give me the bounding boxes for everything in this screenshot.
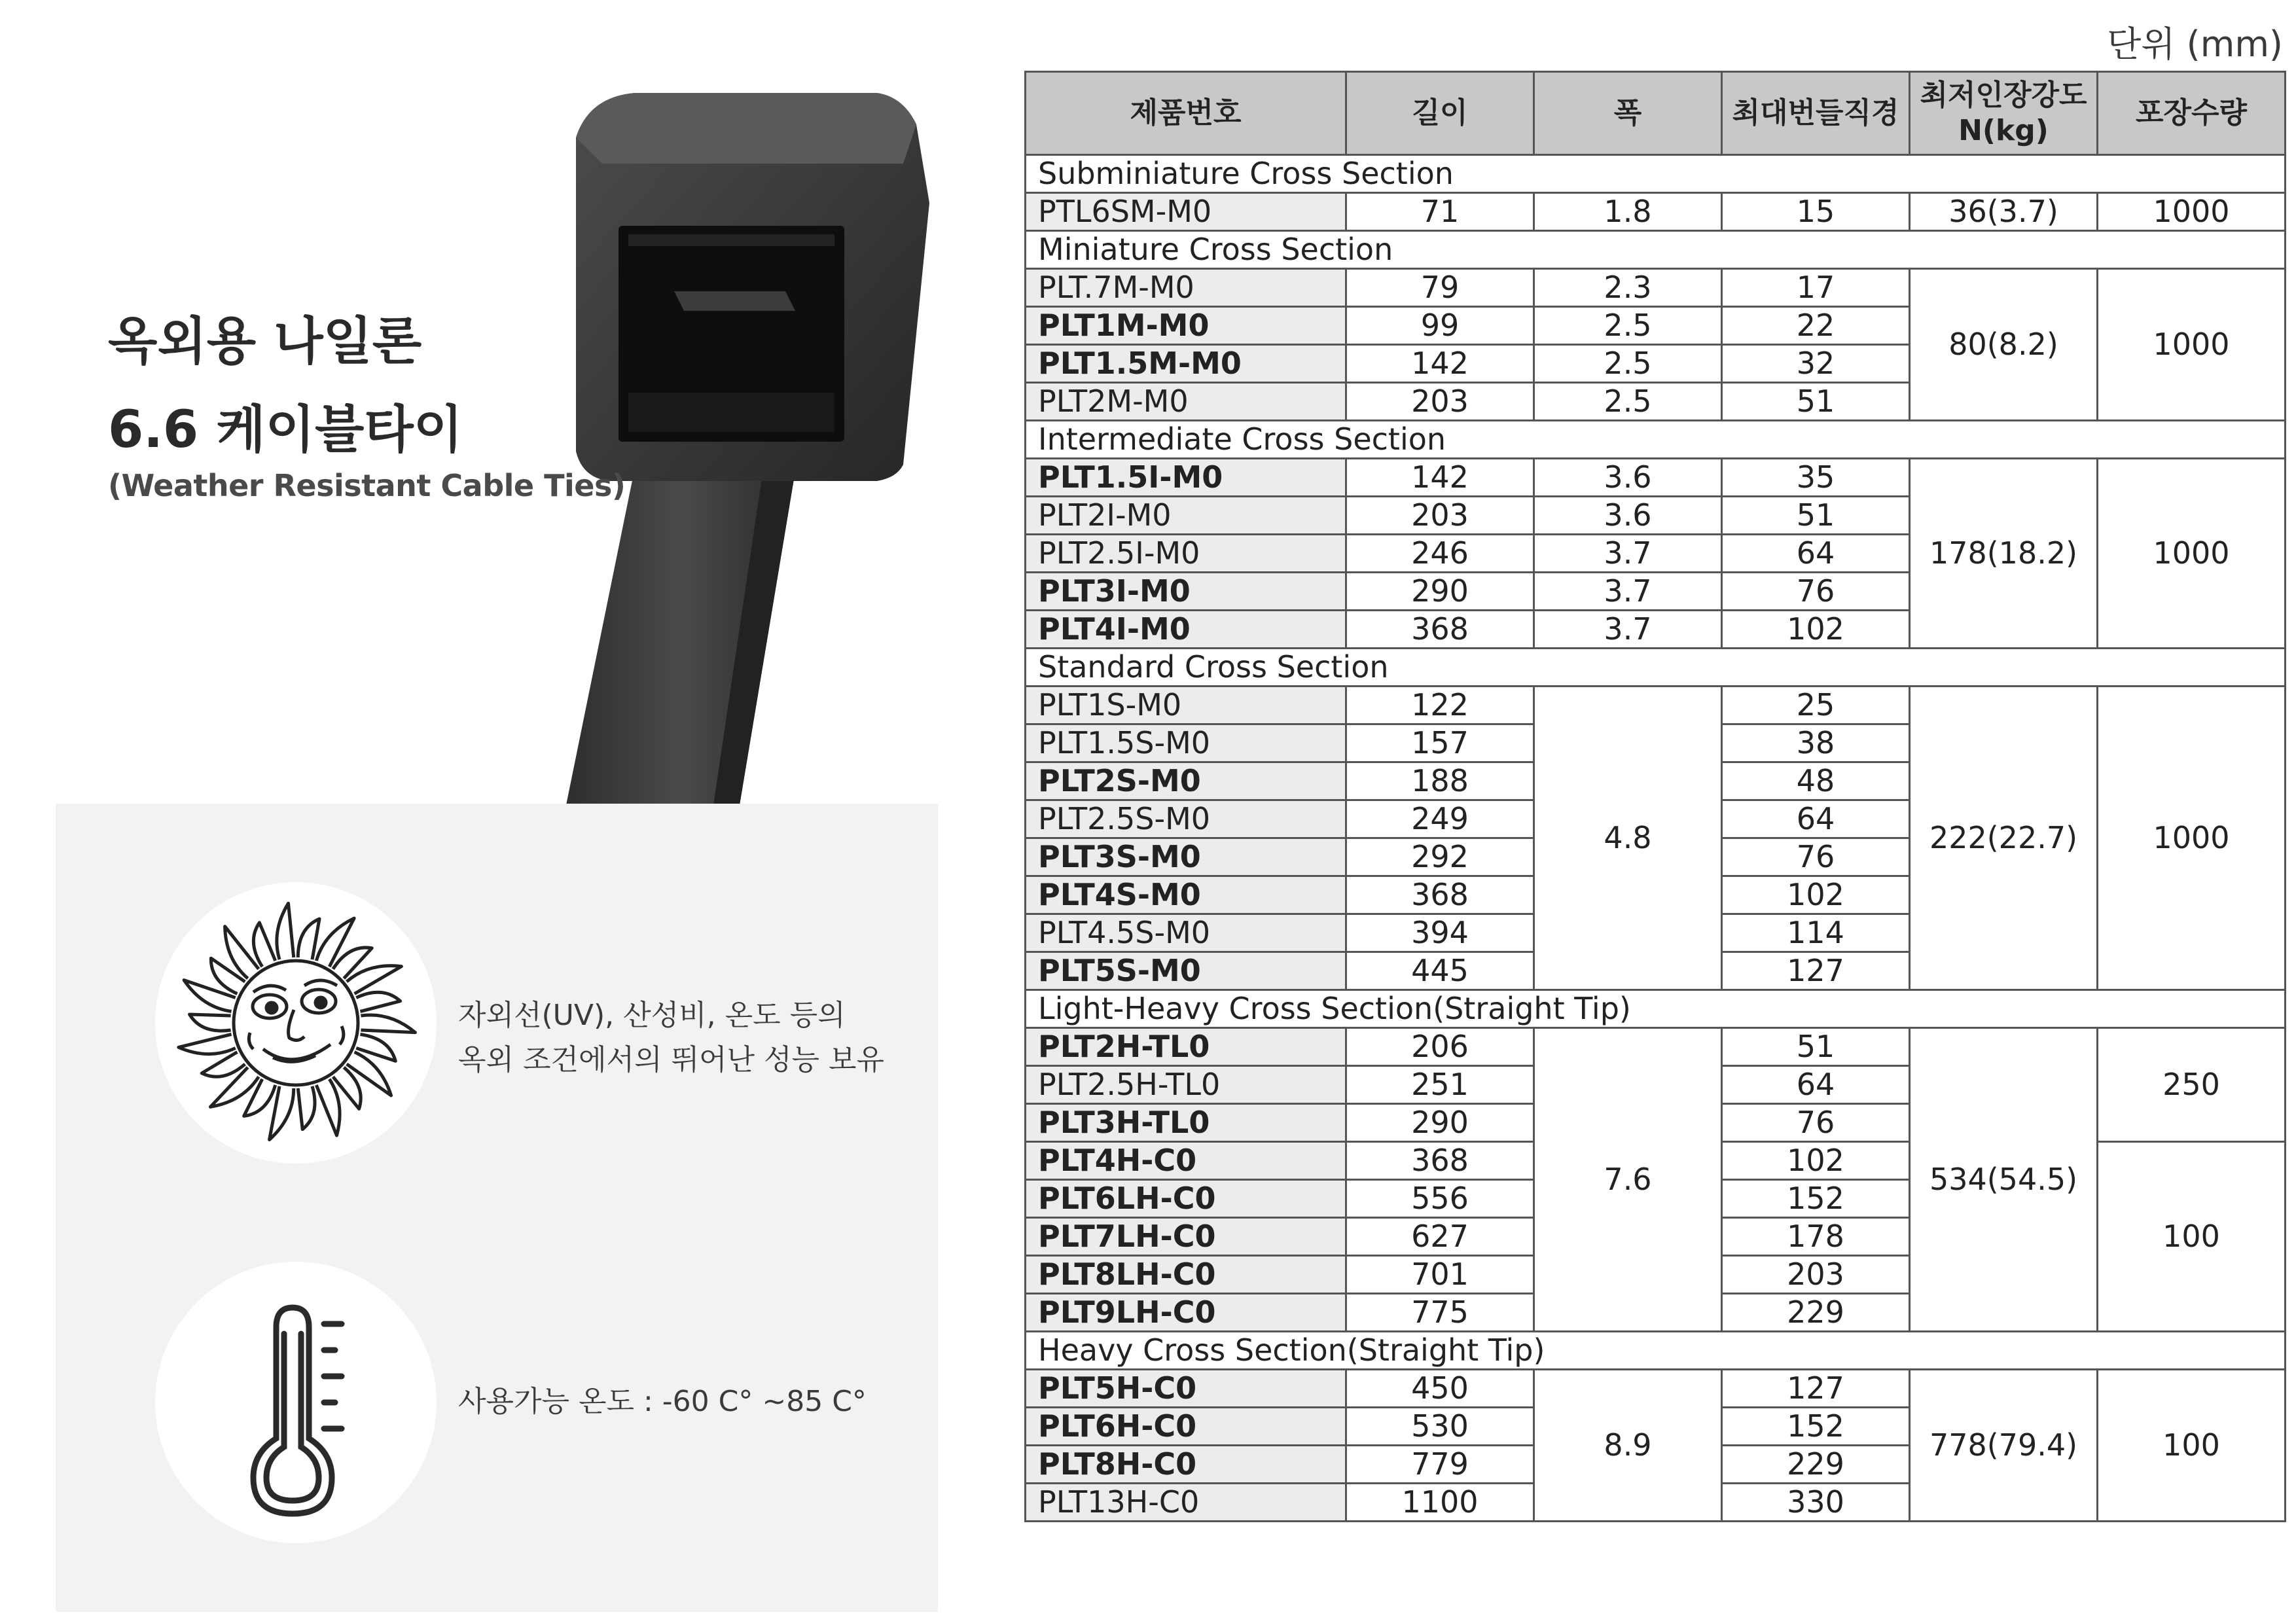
length-cell: 368 bbox=[1346, 611, 1534, 649]
header-length: 길이 bbox=[1346, 72, 1534, 155]
part-number-cell: PLT3H-TL0 bbox=[1026, 1104, 1346, 1142]
part-number-cell: PLT9LH-C0 bbox=[1026, 1294, 1346, 1332]
max-bundle-cell: 229 bbox=[1722, 1294, 1910, 1332]
max-bundle-cell: 22 bbox=[1722, 307, 1910, 345]
tensile-strength-cell: 222(22.7) bbox=[1910, 687, 2098, 990]
max-bundle-cell: 76 bbox=[1722, 838, 1910, 876]
tensile-strength-cell: 778(79.4) bbox=[1910, 1370, 2098, 1522]
width-cell: 4.8 bbox=[1534, 687, 1722, 990]
width-cell: 3.7 bbox=[1534, 573, 1722, 611]
max-bundle-cell: 203 bbox=[1722, 1256, 1910, 1294]
length-cell: 142 bbox=[1346, 345, 1534, 383]
sun-ray bbox=[277, 903, 294, 959]
max-bundle-cell: 127 bbox=[1722, 1370, 1910, 1408]
package-qty-cell: 1000 bbox=[2098, 687, 2286, 990]
temperature-feature-text bbox=[458, 1380, 867, 1424]
length-cell: 556 bbox=[1346, 1180, 1534, 1218]
product-title bbox=[108, 298, 463, 474]
sun-ray bbox=[184, 980, 236, 1012]
sun-ray bbox=[333, 948, 372, 978]
max-bundle-cell: 152 bbox=[1722, 1408, 1910, 1446]
part-number-cell: PLT2I-M0 bbox=[1026, 497, 1346, 535]
header-tensile-strength bbox=[1910, 72, 2098, 155]
sun-ray bbox=[316, 1079, 340, 1135]
length-cell: 79 bbox=[1346, 269, 1534, 307]
temperature-feature-line-1: 사용가능 온도 : -60 C° ~85 C° bbox=[458, 1385, 867, 1418]
part-number-cell: PLT1.5S-M0 bbox=[1026, 724, 1346, 762]
spec-table-body bbox=[1026, 155, 2286, 1522]
part-number-cell: PLT7LH-C0 bbox=[1026, 1218, 1346, 1256]
length-cell: 445 bbox=[1346, 952, 1534, 990]
max-bundle-cell: 102 bbox=[1722, 611, 1910, 649]
width-cell: 1.8 bbox=[1534, 193, 1722, 231]
table-row bbox=[1026, 1370, 2286, 1408]
part-number-cell: PLT13H-C0 bbox=[1026, 1484, 1346, 1522]
sun-ray bbox=[298, 919, 319, 959]
sun-ray bbox=[253, 923, 275, 967]
part-number-cell: PLT2.5I-M0 bbox=[1026, 535, 1346, 573]
length-cell: 99 bbox=[1346, 307, 1534, 345]
tensile-strength-cell: 534(54.5) bbox=[1910, 1028, 2098, 1332]
section-header-row bbox=[1026, 1332, 2286, 1370]
length-cell: 627 bbox=[1346, 1218, 1534, 1256]
length-cell: 1100 bbox=[1346, 1484, 1534, 1522]
part-number-cell: PLT4H-C0 bbox=[1026, 1142, 1346, 1180]
length-cell: 450 bbox=[1346, 1370, 1534, 1408]
sun-icon bbox=[155, 882, 437, 1164]
width-cell: 2.5 bbox=[1534, 383, 1722, 421]
max-bundle-cell: 51 bbox=[1722, 1028, 1910, 1066]
length-cell: 203 bbox=[1346, 383, 1534, 421]
part-number-cell: PTL6SM-M0 bbox=[1026, 193, 1346, 231]
section-title: Intermediate Cross Section bbox=[1026, 421, 2286, 459]
section-title: Subminiature Cross Section bbox=[1026, 155, 2286, 193]
table-row bbox=[1026, 269, 2286, 307]
length-cell: 122 bbox=[1346, 687, 1534, 724]
max-bundle-cell: 229 bbox=[1722, 1446, 1910, 1484]
section-title: Standard Cross Section bbox=[1026, 649, 2286, 687]
part-number-cell: PLT6LH-C0 bbox=[1026, 1180, 1346, 1218]
max-bundle-cell: 35 bbox=[1722, 459, 1910, 497]
length-cell: 251 bbox=[1346, 1066, 1534, 1104]
max-bundle-cell: 76 bbox=[1722, 573, 1910, 611]
max-bundle-cell: 17 bbox=[1722, 269, 1910, 307]
length-cell: 71 bbox=[1346, 193, 1534, 231]
tensile-strength-cell: 178(18.2) bbox=[1910, 459, 2098, 649]
length-cell: 290 bbox=[1346, 573, 1534, 611]
feature-panel bbox=[56, 804, 938, 1612]
part-number-cell: PLT8H-C0 bbox=[1026, 1446, 1346, 1484]
width-cell: 3.6 bbox=[1534, 459, 1722, 497]
package-qty-cell: 1000 bbox=[2098, 459, 2286, 649]
section-title: Heavy Cross Section(Straight Tip) bbox=[1026, 1332, 2286, 1370]
section-title: Light-Heavy Cross Section(Straight Tip) bbox=[1026, 990, 2286, 1028]
sun-ray bbox=[347, 966, 402, 994]
max-bundle-cell: 15 bbox=[1722, 193, 1910, 231]
sun-feature-circle bbox=[155, 882, 437, 1164]
max-bundle-cell: 48 bbox=[1722, 762, 1910, 800]
tensile-strength-cell: 80(8.2) bbox=[1910, 269, 2098, 421]
max-bundle-cell: 152 bbox=[1722, 1180, 1910, 1218]
max-bundle-cell: 64 bbox=[1722, 800, 1910, 838]
length-cell: 530 bbox=[1346, 1408, 1534, 1446]
length-cell: 142 bbox=[1346, 459, 1534, 497]
header-tensile-strength-line: 최저인장강도 bbox=[1920, 79, 2087, 112]
part-number-cell: PLT4S-M0 bbox=[1026, 876, 1346, 914]
header-width: 폭 bbox=[1534, 72, 1722, 155]
length-cell: 775 bbox=[1346, 1294, 1534, 1332]
part-number-cell: PLT3I-M0 bbox=[1026, 573, 1346, 611]
max-bundle-cell: 330 bbox=[1722, 1484, 1910, 1522]
package-qty-cell: 1000 bbox=[2098, 269, 2286, 421]
max-bundle-cell: 64 bbox=[1722, 1066, 1910, 1104]
width-cell: 2.3 bbox=[1534, 269, 1722, 307]
length-cell: 368 bbox=[1346, 1142, 1534, 1180]
max-bundle-cell: 76 bbox=[1722, 1104, 1910, 1142]
part-number-cell: PLT5S-M0 bbox=[1026, 952, 1346, 990]
width-cell: 2.5 bbox=[1534, 345, 1722, 383]
section-header-row bbox=[1026, 421, 2286, 459]
part-number-cell: PLT1S-M0 bbox=[1026, 687, 1346, 724]
part-number-cell: PLT1.5M-M0 bbox=[1026, 345, 1346, 383]
header-tensile-strength-line: N(kg) bbox=[1958, 114, 2049, 147]
sun-ray bbox=[179, 1034, 236, 1054]
header-part-number: 제품번호 bbox=[1026, 72, 1346, 155]
product-subtitle: (Weather Resistant Cable Ties) bbox=[108, 468, 626, 503]
package-qty-cell: 100 bbox=[2098, 1370, 2286, 1522]
max-bundle-cell: 102 bbox=[1722, 1142, 1910, 1180]
part-number-cell: PLT1M-M0 bbox=[1026, 307, 1346, 345]
part-number-cell: PLT3S-M0 bbox=[1026, 838, 1346, 876]
sun-ray bbox=[361, 1015, 415, 1033]
uv-feature-line-2: 옥외 조건에서의 뛰어난 성능 보유 bbox=[458, 1043, 884, 1077]
uv-feature-line-1: 자외선(UV), 산성비, 온도 등의 bbox=[458, 999, 846, 1032]
unit-label: 단위 (mm) bbox=[2107, 24, 2283, 65]
table-header-row bbox=[1026, 72, 2286, 155]
section-header-row bbox=[1026, 990, 2286, 1028]
length-cell: 188 bbox=[1346, 762, 1534, 800]
length-cell: 203 bbox=[1346, 497, 1534, 535]
part-number-cell: PLT6H-C0 bbox=[1026, 1408, 1346, 1446]
width-cell: 2.5 bbox=[1534, 307, 1722, 345]
length-cell: 292 bbox=[1346, 838, 1534, 876]
width-cell: 3.6 bbox=[1534, 497, 1722, 535]
length-cell: 206 bbox=[1346, 1028, 1534, 1066]
length-cell: 701 bbox=[1346, 1256, 1534, 1294]
package-qty-cell: 100 bbox=[2098, 1142, 2286, 1332]
title-line-2: 6.6 케이블타이 bbox=[108, 401, 463, 459]
part-number-cell: PLT2S-M0 bbox=[1026, 762, 1346, 800]
title-line-1: 옥외용 나일론 bbox=[108, 312, 422, 371]
section-header-row bbox=[1026, 231, 2286, 269]
length-cell: 249 bbox=[1346, 800, 1534, 838]
section-title: Miniature Cross Section bbox=[1026, 231, 2286, 269]
max-bundle-cell: 127 bbox=[1722, 952, 1910, 990]
section-header-row bbox=[1026, 649, 2286, 687]
part-number-cell: PLT1.5I-M0 bbox=[1026, 459, 1346, 497]
length-cell: 368 bbox=[1346, 876, 1534, 914]
part-number-cell: PLT4.5S-M0 bbox=[1026, 914, 1346, 952]
length-cell: 394 bbox=[1346, 914, 1534, 952]
table-row bbox=[1026, 459, 2286, 497]
part-number-cell: PLT5H-C0 bbox=[1026, 1370, 1346, 1408]
section-header-row bbox=[1026, 155, 2286, 193]
part-number-cell: PLT2.5H-TL0 bbox=[1026, 1066, 1346, 1104]
sun-ray bbox=[202, 1052, 245, 1077]
sun-ray bbox=[190, 1014, 231, 1031]
max-bundle-cell: 51 bbox=[1722, 497, 1910, 535]
sun-ray bbox=[298, 1086, 315, 1130]
sun-ray bbox=[316, 918, 354, 967]
max-bundle-cell: 114 bbox=[1722, 914, 1910, 952]
part-number-cell: PLT2M-M0 bbox=[1026, 383, 1346, 421]
table-row bbox=[1026, 1028, 2286, 1066]
package-qty-cell: 1000 bbox=[2098, 193, 2286, 231]
length-cell: 246 bbox=[1346, 535, 1534, 573]
sun-ray bbox=[356, 992, 400, 1011]
header-max-bundle: 최대번들직경 bbox=[1722, 72, 1910, 155]
width-cell: 7.6 bbox=[1534, 1028, 1722, 1332]
spec-table bbox=[1024, 71, 2286, 1522]
tensile-strength-cell: 36(3.7) bbox=[1910, 193, 2098, 231]
sun-ray bbox=[244, 1079, 276, 1116]
length-cell: 779 bbox=[1346, 1446, 1534, 1484]
width-cell: 3.7 bbox=[1534, 535, 1722, 573]
max-bundle-cell: 51 bbox=[1722, 383, 1910, 421]
length-cell: 290 bbox=[1346, 1104, 1534, 1142]
part-number-cell: PLT4I-M0 bbox=[1026, 611, 1346, 649]
part-number-cell: PLT.7M-M0 bbox=[1026, 269, 1346, 307]
width-cell: 8.9 bbox=[1534, 1370, 1722, 1522]
table-row bbox=[1026, 193, 2286, 231]
part-number-cell: PLT2.5S-M0 bbox=[1026, 800, 1346, 838]
max-bundle-cell: 102 bbox=[1722, 876, 1910, 914]
max-bundle-cell: 32 bbox=[1722, 345, 1910, 383]
cable-tie-image bbox=[537, 85, 956, 805]
package-qty-cell: 250 bbox=[2098, 1028, 2286, 1142]
part-number-cell: PLT8LH-C0 bbox=[1026, 1256, 1346, 1294]
max-bundle-cell: 38 bbox=[1722, 724, 1910, 762]
table-row bbox=[1026, 687, 2286, 724]
uv-feature-text bbox=[458, 993, 884, 1082]
length-cell: 157 bbox=[1346, 724, 1534, 762]
sun-ray bbox=[211, 958, 245, 993]
max-bundle-cell: 25 bbox=[1722, 687, 1910, 724]
width-cell: 3.7 bbox=[1534, 611, 1722, 649]
max-bundle-cell: 64 bbox=[1722, 535, 1910, 573]
thermometer-icon bbox=[155, 1262, 437, 1543]
thermometer-feature-circle bbox=[155, 1262, 437, 1543]
max-bundle-cell: 178 bbox=[1722, 1218, 1910, 1256]
header-package-qty: 포장수량 bbox=[2098, 72, 2286, 155]
part-number-cell: PLT2H-TL0 bbox=[1026, 1028, 1346, 1066]
